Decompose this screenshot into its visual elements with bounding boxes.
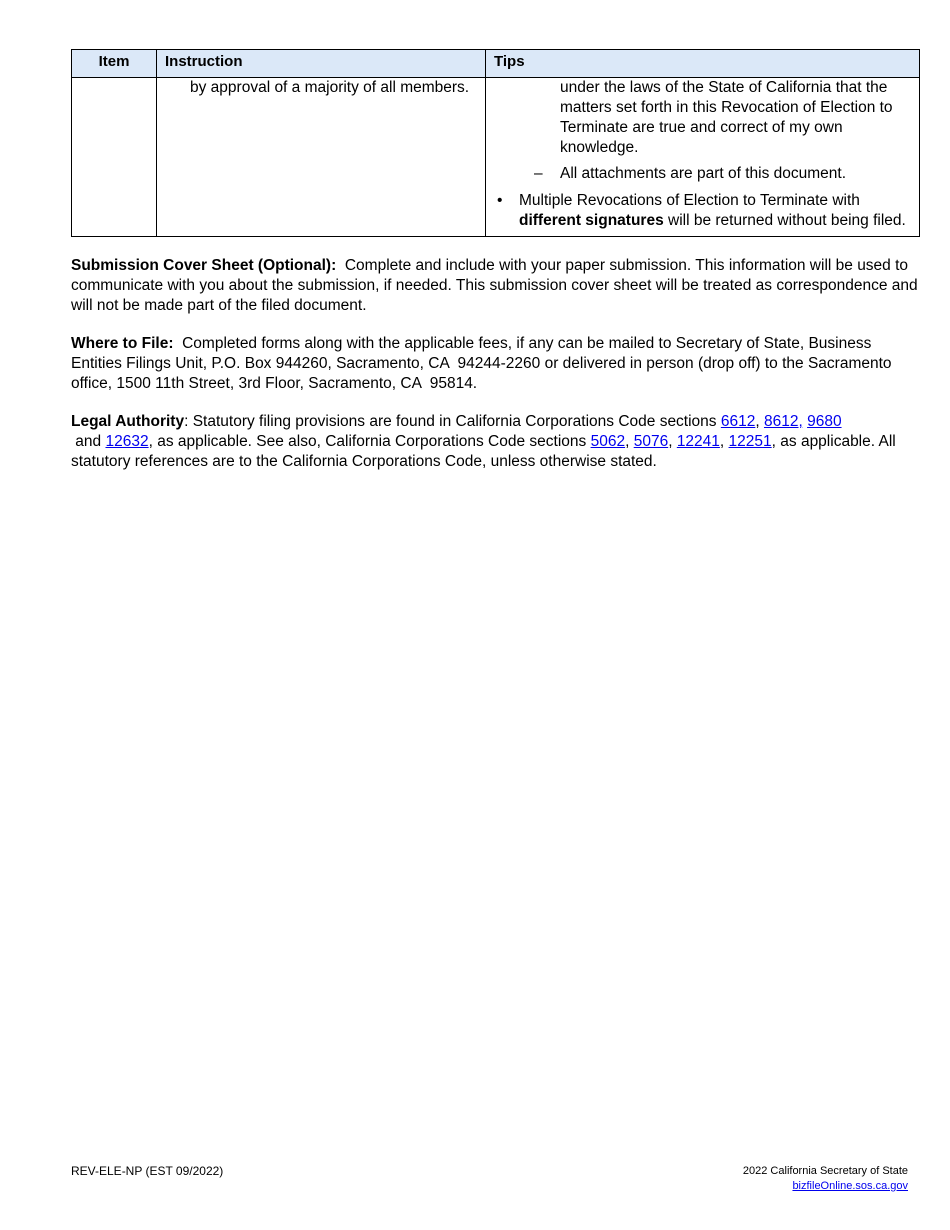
bullet-text-pre: Multiple Revocations of Election to Terminate with	[519, 192, 860, 209]
legal-authority-label: Legal Authority	[71, 413, 185, 430]
tip-dash-item	[494, 164, 911, 184]
legal-authority-paragraph	[71, 412, 919, 472]
footer-right	[743, 1164, 908, 1194]
cell-item	[72, 78, 157, 237]
tip-continuation: under the laws of the State of California that the matters set forth in this Revocation of Election to Terminate are true and correct of my own knowledge.	[560, 79, 893, 156]
document-body	[71, 49, 922, 472]
footer-form-id: REV-ELE-NP (EST 09/2022)	[71, 1164, 224, 1178]
submission-cover-label: Submission Cover Sheet (Optional):	[71, 257, 337, 274]
separator: ,	[755, 413, 764, 430]
legal-authority-text-1: : Statutory filing provisions are found in California Corporations Code sections	[184, 413, 721, 430]
code-link-12632[interactable]: 12632	[105, 433, 149, 450]
table-row	[72, 78, 920, 237]
separator: ,	[668, 433, 677, 450]
where-to-file-label: Where to File:	[71, 335, 174, 352]
cell-instruction	[157, 78, 486, 237]
bullet-marker: •	[497, 192, 503, 209]
code-link-5062[interactable]: 5062	[590, 433, 626, 450]
footer-copyright: 2022 California Secretary of State	[742, 1165, 908, 1177]
header-tips: Tips	[486, 50, 920, 78]
tip-bullet-item	[494, 191, 911, 231]
instruction-text: by approval of a majority of all members.	[190, 79, 470, 96]
dash-item-text: All attachments are part of this document.	[560, 165, 847, 182]
code-link-12241[interactable]: 12241	[676, 433, 720, 450]
where-to-file-paragraph	[71, 334, 919, 394]
legal-authority-text-3: , as applicable. All statutory references are to the California Corporations Code, unless otherwise stated.	[71, 433, 896, 470]
where-to-file-text: Completed forms along with the applicable fees, if any can be mailed to Secretary of State, Business Entities Filings Unit, P.O. Box 944260, Sacramento, CA 94244-2260 or delivered in person (drop off) to the Sacramento office, 1500 11th Street, 3rd Floor, Sacramento, CA 95814.	[71, 335, 896, 392]
bullet-text-post: will be returned without being filed.	[663, 212, 906, 229]
separator: ,	[625, 433, 634, 450]
header-item: Item	[72, 50, 157, 78]
separator: ,	[719, 433, 729, 450]
code-link-12251[interactable]: 12251	[728, 433, 772, 450]
code-link-5076[interactable]: 5076	[633, 433, 669, 450]
bullet-text-bold: different signatures	[519, 212, 664, 229]
header-instruction: Instruction	[157, 50, 486, 78]
separator: and	[71, 433, 106, 450]
dash-marker: –	[534, 165, 543, 182]
legal-authority-text-2: , as applicable. See also, California Corporations Code sections	[148, 433, 591, 450]
code-link-9680[interactable]: 9680	[807, 413, 842, 430]
submission-cover-paragraph	[71, 256, 922, 316]
code-link-8612[interactable]: 8612,	[763, 413, 803, 430]
instruction-table	[71, 49, 920, 237]
cell-tips	[486, 78, 920, 237]
footer-website-link[interactable]: bizfileOnline.sos.ca.gov	[792, 1180, 908, 1192]
submission-cover-text: Complete and include with your paper submission. This information will be used to communicate with you about the submission, if needed. This submission cover sheet will be treated as correspondence and will not be made part of the filed document.	[71, 257, 922, 314]
bullet-item-text	[519, 191, 911, 231]
table-header-row	[72, 50, 920, 78]
code-link-6612[interactable]: 6612	[720, 413, 756, 430]
